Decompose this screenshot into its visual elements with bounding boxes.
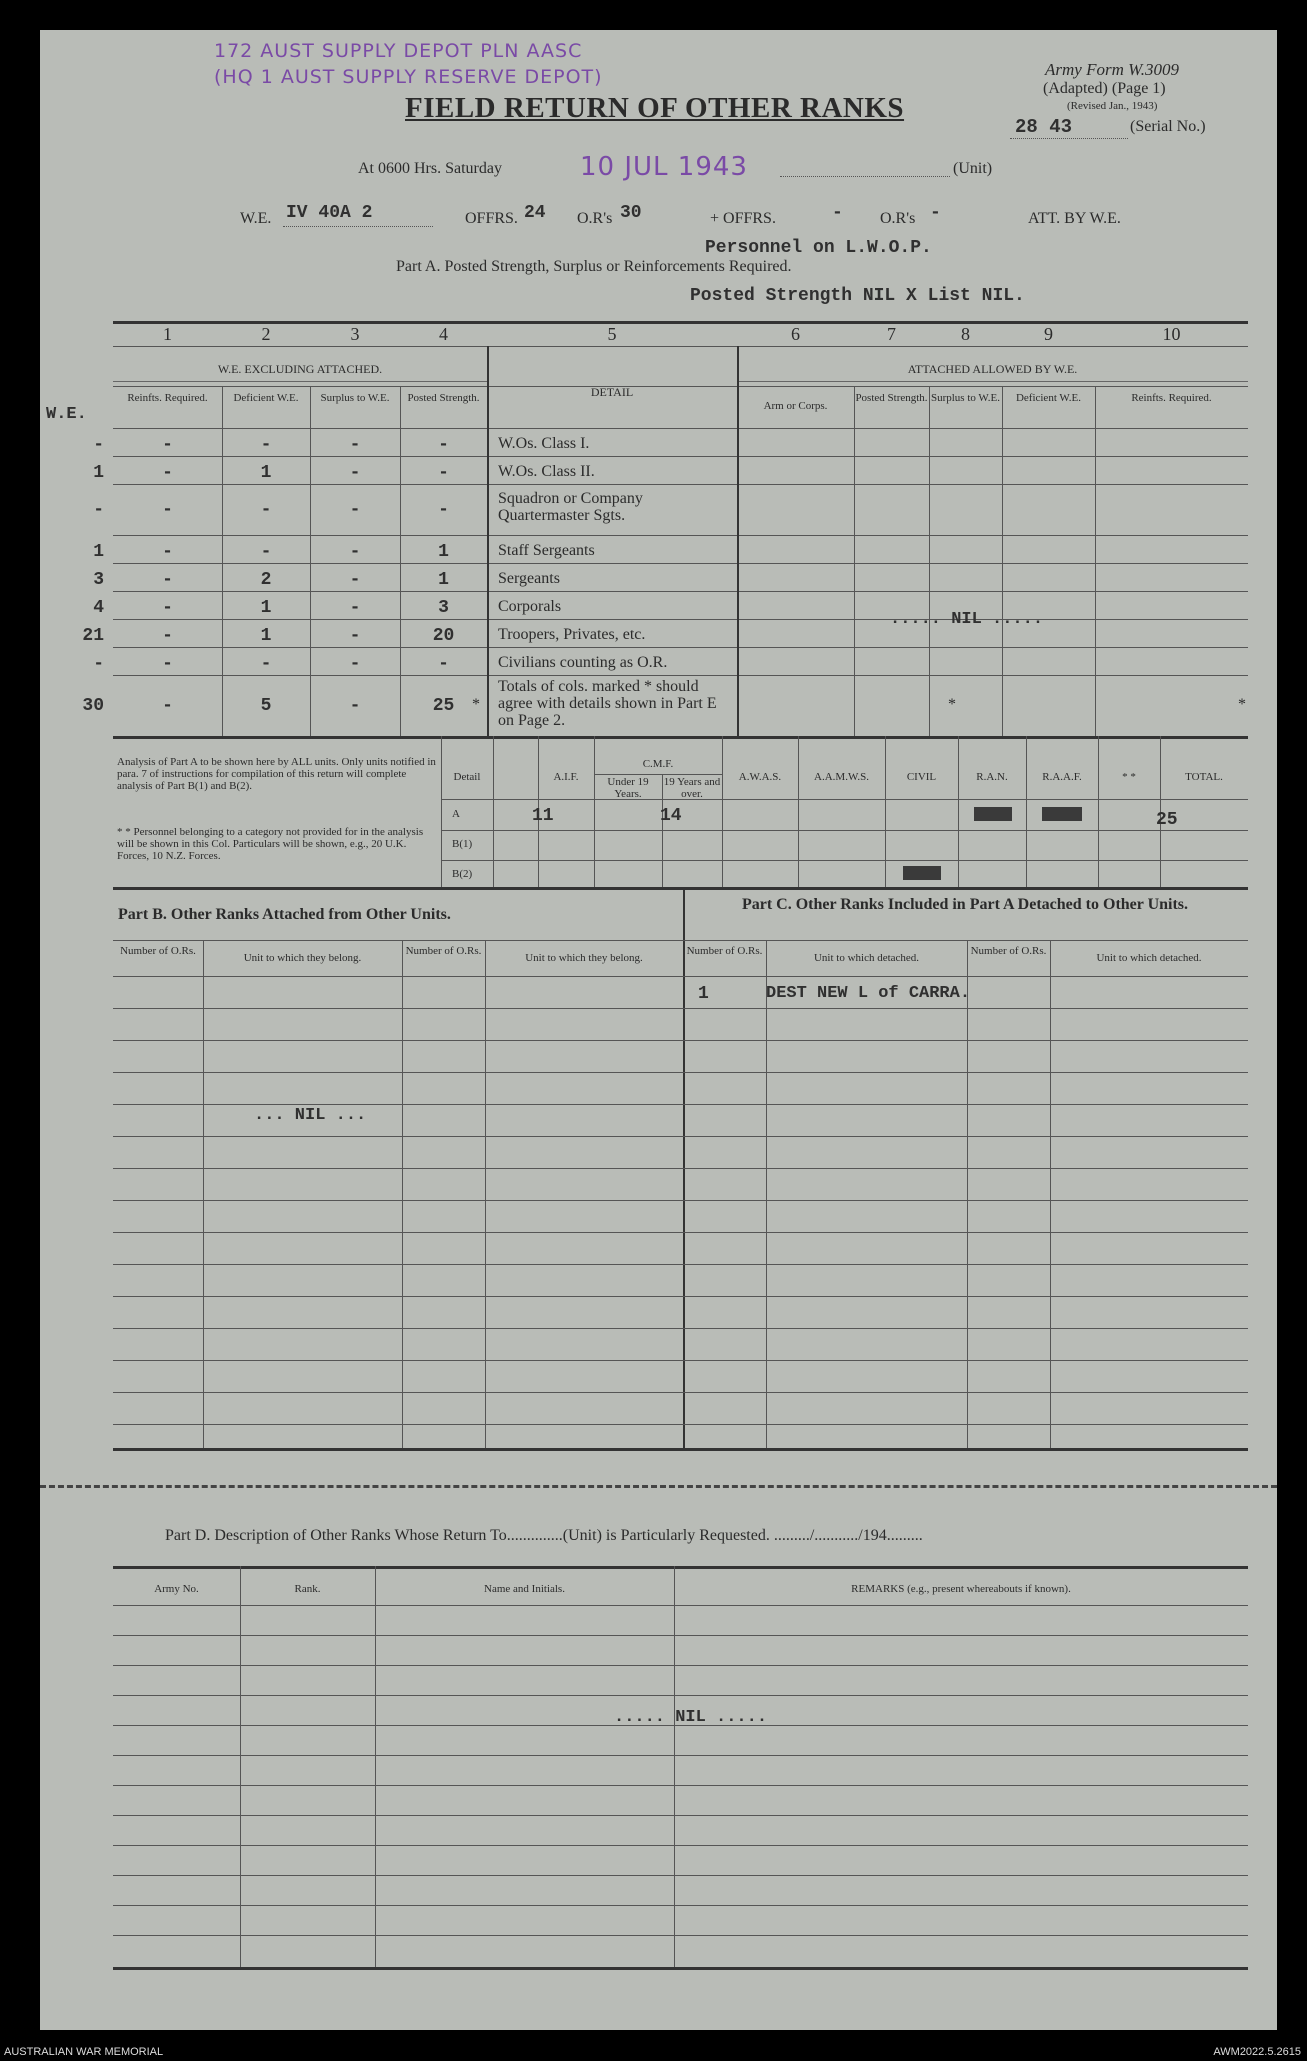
row-deficient: - (260, 435, 272, 455)
row-we-value: 3 (93, 570, 104, 590)
row-surplus: - (349, 435, 361, 455)
row-we-value: - (93, 654, 104, 674)
part-c-entry-unit: DEST NEW L of CARRA. (766, 984, 971, 1003)
analysis-row-b1-label: B(1) (452, 838, 473, 850)
row-surplus: - (349, 500, 361, 520)
row-detail: W.Os. Class I. (498, 435, 590, 452)
row-detail: Troopers, Privates, etc. (498, 626, 646, 643)
serial-label: (Serial No.) (1130, 118, 1206, 135)
we-label: W.E. (240, 210, 272, 227)
row-we-value: 1 (93, 463, 104, 483)
row-detail: Sergeants (498, 570, 560, 587)
form-adapted: (Adapted) (Page 1) (1043, 80, 1166, 97)
offrs-value: 24 (524, 203, 546, 223)
analysis-row-a-label: A (452, 808, 460, 820)
subhead-deficient: Deficient W.E. (233, 392, 299, 404)
time-day-label: At 0600 Hrs. Saturday (358, 160, 502, 177)
row-surplus: - (349, 542, 361, 562)
col-num-1: 1 (163, 324, 172, 344)
row-posted: 25 (432, 696, 455, 716)
row-we-value: - (93, 500, 104, 520)
analysis-head-ran: R.A.N. (976, 771, 1008, 783)
part-d-heading: Part D. Description of Other Ranks Whose Return To..............(Unit) is Particularly Requested. ........./.........../194......... (165, 1527, 923, 1544)
col-num-5: 5 (607, 324, 617, 344)
analysis-head-raaf: R.A.A.F. (1042, 771, 1082, 783)
asterisk-mark: * (948, 696, 956, 713)
analysis-head-cmf: C.M.F. (642, 758, 674, 770)
row-posted: 3 (438, 598, 449, 618)
analysis-head-19over: 19 Years and over. (663, 776, 721, 800)
asterisk-mark: * (1238, 696, 1246, 713)
detail-label: DETAIL (590, 385, 634, 399)
row-surplus: - (349, 463, 361, 483)
analysis-footnote: * * Personnel belonging to a category not provided for in the analysis will be shown in this Col. Particulars will be shown, e.g., 20 U.K. Forces, 10 N.Z. Forces. (117, 826, 424, 862)
we-value: IV 40A 2 (286, 203, 373, 223)
row-surplus: - (349, 654, 361, 674)
col-num-3: 3 (350, 324, 360, 344)
col-num-7: 7 (887, 324, 896, 344)
row-posted: - (438, 463, 449, 483)
analysis-head-aamws: A.A.M.W.S. (814, 771, 869, 783)
plus-ors-label: O.R's (880, 210, 916, 227)
row-detail: Staff Sergeants (498, 542, 595, 559)
part-b-nil: ... NIL ... (254, 1106, 367, 1125)
row-reinfts: - (162, 542, 173, 562)
row-reinfts: - (162, 500, 173, 520)
row-reinfts: - (162, 626, 173, 646)
row-deficient: 1 (260, 626, 272, 646)
posted-strength-note: Posted Strength NIL X List NIL. (690, 286, 1025, 306)
analysis-head-aif: A.I.F. (553, 771, 579, 783)
form-name: Army Form W.3009 (1045, 60, 1179, 79)
part-b-col-unit: Unit to which they belong. (243, 952, 362, 964)
plus-ors-value: - (930, 203, 941, 223)
analysis-detail-label: Detail (453, 771, 481, 783)
analysis-head-civil: CIVIL (906, 771, 937, 783)
form-revised: (Revised Jan., 1943) (1067, 100, 1158, 112)
we-side-label: W.E. (46, 405, 87, 424)
row-reinfts: - (162, 598, 173, 618)
col-num-4: 4 (439, 324, 448, 344)
col-num-2: 2 (261, 324, 271, 344)
row-reinfts: - (162, 696, 173, 716)
row-surplus: - (349, 570, 361, 590)
row-detail: Squadron or Company Quartermaster Sgts. (498, 490, 643, 524)
part-b-heading: Part B. Other Ranks Attached from Other Units. (118, 906, 451, 923)
part-d-col-rank: Rank. (294, 1583, 321, 1595)
subhead-posted: Posted Strength. (407, 392, 480, 404)
row-surplus: - (349, 626, 361, 646)
analysis-head-total: TOTAL. (1185, 771, 1223, 783)
we-excluding-attached-label: W.E. EXCLUDING ATTACHED. (217, 362, 383, 376)
subhead-arm-corps: Arm or Corps. (763, 400, 828, 412)
col-num-9: 9 (1044, 324, 1053, 344)
row-posted: - (438, 500, 449, 520)
row-we-value: 30 (82, 696, 104, 716)
footer-institution: AUSTRALIAN WAR MEMORIAL (4, 2046, 164, 2058)
row-reinfts: - (162, 570, 173, 590)
ors-value: 30 (620, 203, 642, 223)
part-d-col-name: Name and Initials. (484, 1583, 565, 1595)
row-reinfts: - (162, 435, 173, 455)
row-posted: - (438, 654, 449, 674)
analysis-note: Analysis of Part A to be shown here by ALL units. Only units notified in para. 7 of instructions for compilation of this return will complete analysis of Part B(1) and B(2). (117, 756, 436, 792)
part-c-col-number: Number of O.Rs. (686, 945, 763, 957)
part-c-heading: Part C. Other Ranks Included in Part A Detached to Other Units. (741, 896, 1189, 913)
row-reinfts: - (162, 463, 173, 483)
form-sheet (40, 30, 1277, 2030)
struck-out-mark (974, 807, 1012, 821)
date-stamp: 10 JUL 1943 (580, 152, 748, 182)
analysis-a-cmf: 14 (660, 806, 682, 826)
analysis-row-b2-label: B(2) (452, 868, 473, 880)
row-we-value: 1 (93, 542, 104, 562)
row-posted: - (438, 435, 449, 455)
row-posted: 20 (432, 626, 455, 646)
row-we-value: 4 (93, 598, 104, 618)
unit-stamp-line1: 172 AUST SUPPLY DEPOT PLN AASC (214, 40, 583, 62)
part-c-col-unit: Unit to which detached. (813, 952, 920, 964)
subhead-att-deficient: Deficient W.E. (1015, 392, 1082, 404)
part-b-col-unit-2: Unit to which they belong. (525, 952, 643, 964)
row-surplus: - (349, 598, 361, 618)
serial-number: 28 43 (1015, 116, 1073, 138)
row-we-value: 21 (82, 626, 104, 646)
asterisk-mark: * (472, 696, 480, 713)
row-deficient: 5 (260, 696, 272, 716)
struck-out-mark (903, 866, 941, 880)
row-detail: Civilians counting as O.R. (498, 654, 668, 671)
attached-nil: ..... NIL ..... (890, 610, 1044, 629)
plus-offrs-value: - (832, 203, 843, 223)
row-detail: Corporals (498, 598, 562, 615)
row-posted: 1 (438, 542, 449, 562)
page-title: FIELD RETURN OF OTHER RANKS (405, 92, 905, 124)
plus-offrs-label: + OFFRS. (710, 210, 776, 227)
row-surplus: - (349, 696, 361, 716)
subhead-reinfts: Reinfts. Required. (127, 392, 208, 404)
part-b-col-number-2: Number of O.Rs. (405, 945, 482, 957)
ors-label: O.R's (577, 210, 613, 227)
row-detail: Totals of cols. marked * should agree with details shown in Part E on Page 2. (498, 678, 717, 729)
part-d-col-army-no: Army No. (154, 1583, 199, 1595)
row-deficient: 2 (260, 570, 272, 590)
part-c-entry-number: 1 (698, 984, 709, 1004)
part-b-col-number: Number of O.Rs. (120, 945, 196, 957)
analysis-head-under19: Under 19 Years. (607, 776, 649, 800)
row-deficient: 1 (260, 463, 272, 483)
part-c-col-unit-2: Unit to which detached. (1096, 952, 1202, 964)
unit-stamp-line2: (HQ 1 AUST SUPPLY RESERVE DEPOT) (214, 66, 603, 88)
row-posted: 1 (438, 570, 449, 590)
struck-out-mark (1042, 807, 1082, 821)
row-deficient: - (260, 500, 272, 520)
subhead-att-posted: Posted Strength. (855, 392, 928, 404)
row-deficient: - (260, 654, 272, 674)
part-d-col-remarks: REMARKS (e.g., present whereabouts if known). (851, 1583, 1071, 1595)
lwop-note: Personnel on L.W.O.P. (705, 238, 932, 258)
subhead-att-surplus: Surplus to W.E. (930, 392, 1001, 404)
row-we-value: - (93, 435, 104, 455)
unit-label: (Unit) (953, 160, 993, 177)
attached-allowed-label: ATTACHED ALLOWED BY W.E. (907, 362, 1078, 376)
analysis-head-awas: A.W.A.S. (738, 771, 782, 783)
part-d-nil: ..... NIL ..... (614, 1708, 768, 1727)
analysis-head-other: * * (1122, 771, 1136, 783)
row-deficient: - (260, 542, 272, 562)
footer-accession: AWM2022.5.2615 (1213, 2046, 1301, 2058)
analysis-a-total: 25 (1156, 810, 1178, 830)
subhead-att-reinfts: Reinfts. Required. (1131, 392, 1212, 404)
col-num-10: 10 (1162, 324, 1181, 344)
analysis-a-aif: 11 (532, 806, 554, 826)
part-c-col-number-2: Number of O.Rs. (970, 945, 1047, 957)
row-detail: W.Os. Class II. (498, 463, 595, 480)
row-reinfts: - (162, 654, 173, 674)
col-num-8: 8 (961, 324, 970, 344)
part-a-heading: Part A. Posted Strength, Surplus or Reinforcements Required. (396, 258, 792, 275)
offrs-label: OFFRS. (465, 210, 518, 227)
row-deficient: 1 (260, 598, 272, 618)
col-num-6: 6 (791, 324, 800, 344)
subhead-surplus: Surplus to W.E. (320, 392, 390, 404)
att-by-we-label: ATT. BY W.E. (1028, 210, 1121, 227)
